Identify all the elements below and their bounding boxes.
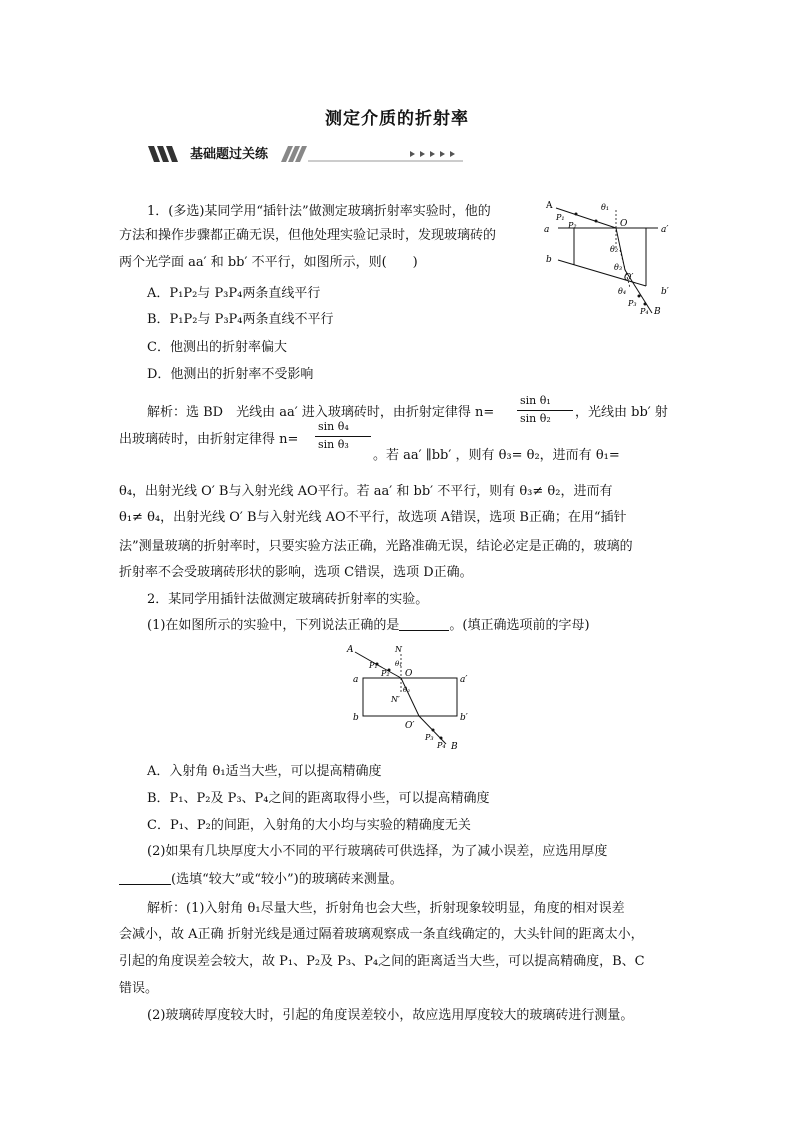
q1-analysis-line6: 折射率不会受玻璃砖形状的影响，选项 C错误，选项 D正确。 <box>119 565 473 580</box>
fig1-label: P₄ <box>640 307 649 316</box>
q1-analysis-line1: 解析：选 BD 光线由 aa′ 进入玻璃砖时，由折射定律得 n= <box>147 405 495 420</box>
q1-stem-line3: 两个光学面 aa′ 和 bb′ 不平行，如图所示，则( ) <box>119 255 418 270</box>
q1-fraction-2-numerator: sin θ₄ <box>318 420 349 433</box>
fig2-label: θ₁ <box>395 660 403 668</box>
q1-fraction-1-numerator: sin θ₁ <box>520 394 551 407</box>
fig1-label: b <box>546 255 552 265</box>
q2-part1-text-end: 。(填正确选项前的字母) <box>449 618 590 633</box>
fig1-label: P₃ <box>628 299 637 308</box>
fig2-label: O <box>405 669 413 679</box>
fraction-bar <box>315 436 371 437</box>
fig2-label: θ₂ <box>403 686 411 694</box>
q1-fraction-2-denominator: sin θ₃ <box>318 438 349 451</box>
fig2-label: P₁ <box>369 661 378 670</box>
fig2-label: P₃ <box>425 733 434 742</box>
q1-stem-line1: 1．(多选)某同学用“插针法”做测定玻璃折射率实验时，他的 <box>147 204 491 219</box>
q2-stem: 2．某同学用插针法做测定玻璃砖折射率的实验。 <box>147 592 429 607</box>
q2-analysis-line1: 解析：(1)入射角 θ₁尽量大些，折射角也会大些，折射现象较明显，角度的相对误差 <box>147 901 625 916</box>
q2-analysis-line2: 会减小，故 A正确 折射光线是通过隔着玻璃观察成一条直线确定的，大头针间的距离太小， <box>119 927 644 942</box>
fig2-label: A <box>347 645 354 655</box>
fig1-label: θ₂ <box>610 245 619 254</box>
answer-blank[interactable] <box>399 618 449 631</box>
fig1-label: b′ <box>661 287 669 297</box>
q2-analysis-line4: 错误。 <box>119 981 159 996</box>
q1-analysis-line2: 出玻璃砖时，由折射定律得 n= <box>119 432 299 447</box>
fig1-label: θ₃ <box>614 263 623 272</box>
fig1-label: O <box>620 219 628 229</box>
fig2-label: N <box>395 645 402 654</box>
q2-analysis-line3: 引起的角度误差会较大，故 P₁、P₂及 P₃、P₄之间的距离适当大些，可以提高精确度，B、C <box>119 954 645 969</box>
q1-analysis-line3: θ₄，出射光线 O′ B与入射光线 AO平行。若 aa′ 和 bb′ 不平行，则有 θ₃≠ θ₂，进而有 <box>119 484 613 499</box>
section-banner <box>148 142 463 164</box>
fig1-label: O′ <box>624 273 634 283</box>
fig2-label: b <box>353 713 359 723</box>
fig1-label: a <box>544 225 550 235</box>
q2-part1-text: (1)在如图所示的实验中，下列说法正确的是 <box>147 618 400 633</box>
q1-stem-line2: 方法和操作步骤都正确无误，但他处理实验记录时，发现玻璃砖的 <box>119 228 497 243</box>
q1-option-c: C．他测出的折射率偏大 <box>147 340 287 355</box>
q2-part1-stem <box>147 617 590 635</box>
fig2-label: b′ <box>460 713 468 723</box>
fig2-label: a <box>353 675 359 685</box>
q1-analysis-line4: θ₁≠ θ₄，出射光线 O′ B与入射光线 AO不平行，故选项 A错误，选项 B正确；在用“插针 <box>119 510 627 525</box>
fig2-label: O′ <box>405 721 415 731</box>
fig2-label: P₂ <box>381 669 390 678</box>
fig2-label: a′ <box>460 675 468 685</box>
fig2-label: B <box>451 742 458 752</box>
fig2-label: P₄ <box>437 741 446 750</box>
q1-analysis-line2-end: 。若 aa′ ∥bb′ ，则有 θ₃= θ₂，进而有 θ₁= <box>373 448 620 463</box>
fig1-label: P₂ <box>568 221 577 230</box>
q2-part2-line2 <box>119 871 403 889</box>
q2-option-b: B．P₁、P₂及 P₃、P₄之间的距离取得小些，可以提高精确度 <box>147 791 490 806</box>
q2-refraction-diagram <box>343 642 473 754</box>
fig2-label: N′ <box>391 695 400 704</box>
refracted-ray <box>401 678 419 716</box>
q1-option-a: A．P₁P₂与 P₃P₄两条直线平行 <box>147 286 321 301</box>
q1-analysis-line1-end: ，光线由 bb′ 射 <box>575 405 668 420</box>
q2-analysis-line5: (2)玻璃砖厚度较大时，引起的角度误差较小，故应选用厚度较大的玻璃砖进行测量。 <box>147 1008 634 1023</box>
q1-option-b: B．P₁P₂与 P₃P₄两条直线不平行 <box>147 312 334 327</box>
banner-label: 基础题过关练 <box>190 147 269 162</box>
fig1-label: B <box>654 307 661 317</box>
page-title: 测定介质的折射率 <box>325 109 469 129</box>
q1-fraction-1-denominator: sin θ₂ <box>520 412 551 425</box>
q1-analysis-line5: 法”测量玻璃的折射率时，只要实验方法正确，光路准确无误，结论必定是正确的，玻璃的 <box>119 539 633 554</box>
q2-part2-text: (选填“较大”或“较小”)的玻璃砖来测量。 <box>171 872 403 887</box>
fig1-label: θ₄ <box>618 287 627 296</box>
q2-option-c: C．P₁、P₂的间距，入射角的大小均与实验的精确度无关 <box>147 818 471 833</box>
answer-blank[interactable] <box>119 872 171 885</box>
fraction-bar <box>517 410 573 411</box>
fig1-label: A <box>546 201 553 211</box>
q1-option-d: D．他测出的折射率不受影响 <box>147 367 314 382</box>
q2-option-a: A．入射角 θ₁适当大些，可以提高精确度 <box>147 764 382 779</box>
fig1-label: P₁ <box>556 213 565 222</box>
q2-part2-line1: (2)如果有几块厚度大小不同的平行玻璃砖可供选择，为了减小误差，应选用厚度 <box>147 844 608 859</box>
fig1-label: a′ <box>661 225 669 235</box>
q1-refraction-diagram <box>538 196 676 320</box>
fig1-label: θ₁ <box>601 203 610 212</box>
